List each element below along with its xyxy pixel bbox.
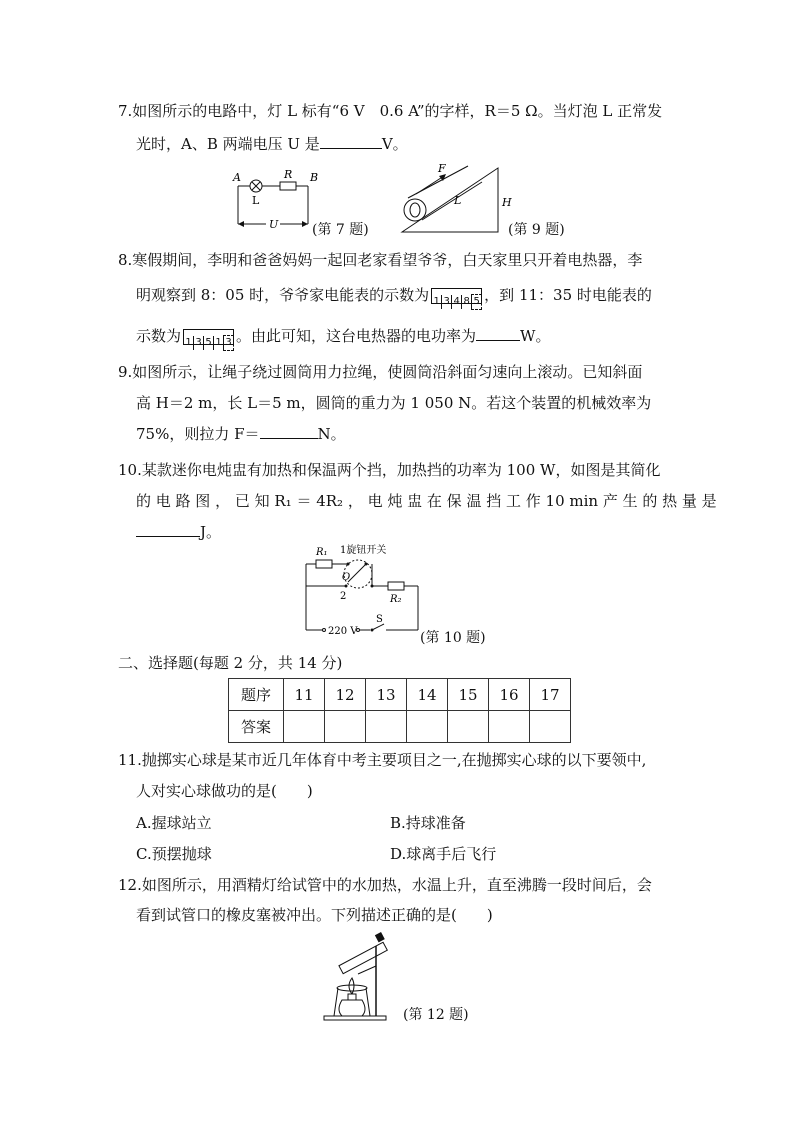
answer-table bbox=[228, 678, 571, 743]
meter1-digit: 8 bbox=[462, 295, 472, 309]
q10-figure-caption: (第 10 题) bbox=[420, 630, 486, 646]
q7-label-b: B bbox=[310, 171, 319, 184]
q11-option-a[interactable]: A.握球站立 bbox=[136, 814, 212, 832]
meter1-digit: 3 bbox=[442, 295, 452, 309]
answer-cell[interactable] bbox=[366, 711, 407, 743]
q9-line2: 高 H＝2 m，长 L＝5 m，圆筒的重力为 1 050 N。若这个装置的机械效率为 bbox=[136, 394, 652, 412]
question-number: 16 bbox=[489, 679, 530, 711]
q8-line2 bbox=[136, 285, 652, 305]
q9-incline-diagram bbox=[398, 160, 512, 240]
answer-cell[interactable] bbox=[284, 711, 325, 743]
q10-label-voltage: 220 V bbox=[328, 626, 358, 637]
section2-title: 二、选择题(每题 2 分，共 14 分) bbox=[118, 654, 343, 672]
question-number: 14 bbox=[407, 679, 448, 711]
meter2-decimal-digit: 3 bbox=[223, 335, 234, 351]
q9-line3 bbox=[136, 424, 346, 444]
answer-cell[interactable] bbox=[530, 711, 571, 743]
question-number: 12 bbox=[325, 679, 366, 711]
meter2-digit: 1 bbox=[184, 336, 194, 350]
q10-answer-blank[interactable] bbox=[136, 522, 200, 537]
q9-answer-blank[interactable] bbox=[260, 424, 318, 439]
q11-option-d[interactable]: D.球离手后飞行 bbox=[390, 845, 497, 863]
q8-line3 bbox=[136, 326, 550, 346]
q8-unit: W。 bbox=[520, 327, 551, 345]
question-number: 13 bbox=[366, 679, 407, 711]
q11-line2: 人对实心球做功的是( ) bbox=[136, 782, 313, 800]
q10-line2: 的 电 路 图 ， 已 知 R₁ ＝ 4R₂ ， 电 炖 盅 在 保 温 挡 工 作 10 min 产 生 的 热 量 是 bbox=[136, 492, 717, 510]
answer-table-answer-row bbox=[229, 711, 571, 743]
q7-line1: 7.如图所示的电路中，灯 L 标有“6 V 0.6 A”的字样，R＝5 Ω。当灯泡 L 正常发 bbox=[118, 102, 663, 120]
q9-label-l: L bbox=[454, 194, 462, 207]
q9-line3-text: 75%，则拉力 F＝ bbox=[136, 425, 260, 443]
q10-label-r2: R₂ bbox=[390, 594, 402, 605]
q10-line1: 10.某款迷你电炖盅有加热和保温两个挡，加热挡的功率为 100 W，如图是其简化 bbox=[118, 461, 661, 479]
q7-circuit-diagram bbox=[230, 166, 320, 236]
question-number: 11 bbox=[284, 679, 325, 711]
q7-figure-caption: (第 7 题) bbox=[312, 222, 369, 238]
q9-figure-caption: (第 9 题) bbox=[508, 222, 565, 238]
q10-label-s: S bbox=[376, 614, 383, 625]
q9-label-h: H bbox=[502, 196, 512, 209]
q9-line1: 9.如图所示，让绳子绕过圆筒用力拉绳，使圆筒沿斜面匀速向上滚动。已知斜面 bbox=[118, 363, 643, 381]
q9-label-f: F bbox=[438, 162, 446, 175]
q12-line1: 12.如图所示，用酒精灯给试管中的水加热，水温上升，直至沸腾一段时间后，会 bbox=[118, 876, 652, 894]
meter1-digit: 4 bbox=[452, 295, 462, 309]
question-number: 15 bbox=[448, 679, 489, 711]
q8-line2-text: 明观察到 8：05 时，爷爷家电能表的示数为 bbox=[136, 286, 430, 304]
q10-label-switch: 1旋钮开关 bbox=[340, 545, 387, 556]
answer-cell[interactable] bbox=[325, 711, 366, 743]
q12-line2: 看到试管口的橡皮塞被冲出。下列描述正确的是( ) bbox=[136, 906, 493, 924]
q11-line1: 11.抛掷实心球是某市近几年体育中考主要项目之一,在抛掷实心球的以下要领中, bbox=[118, 751, 647, 769]
q7-answer-blank[interactable] bbox=[320, 134, 382, 149]
meter1-decimal-digit: 5 bbox=[471, 294, 482, 310]
q12-apparatus-diagram bbox=[322, 940, 392, 1024]
answer-table-header-row bbox=[229, 679, 571, 711]
table-answer-label: 答案 bbox=[229, 711, 284, 743]
q10-circuit-diagram bbox=[300, 542, 425, 642]
meter1-digit: 1 bbox=[432, 295, 442, 309]
q10-label-2: 2 bbox=[340, 591, 347, 602]
q12-figure-caption: (第 12 题) bbox=[403, 1007, 469, 1023]
q8-line3-mid: 。由此可知，这台电热器的电功率为 bbox=[236, 327, 477, 345]
q7-label-a: A bbox=[233, 171, 241, 184]
q8-line1: 8.寒假期间，李明和爸爸妈妈一起回老家看望爷爷，白天家里只开着电热器，李 bbox=[118, 251, 643, 269]
answer-cell[interactable] bbox=[489, 711, 530, 743]
q10-line3 bbox=[136, 522, 221, 542]
q7-line2 bbox=[136, 134, 408, 154]
q9-unit: N。 bbox=[317, 425, 346, 443]
question-number: 17 bbox=[530, 679, 571, 711]
answer-cell[interactable] bbox=[407, 711, 448, 743]
q8-line2-tail: ，到 11：35 时电能表的 bbox=[484, 286, 652, 304]
meter-reading-2 bbox=[183, 329, 234, 348]
q7-label-l: L bbox=[252, 194, 260, 207]
q10-label-o: O bbox=[342, 572, 351, 583]
q11-option-b[interactable]: B.持球准备 bbox=[390, 814, 466, 832]
meter-reading-1 bbox=[431, 288, 482, 307]
q7-label-u: U bbox=[269, 218, 279, 231]
meter2-digit: 5 bbox=[204, 336, 214, 350]
meter2-digit: 1 bbox=[214, 336, 224, 350]
q8-answer-blank[interactable] bbox=[476, 326, 520, 341]
answer-cell[interactable] bbox=[448, 711, 489, 743]
q7-unit: V。 bbox=[381, 135, 408, 153]
q7-line2-text: 光时，A、B 两端电压 U 是 bbox=[136, 135, 320, 153]
table-header-label: 题序 bbox=[229, 679, 284, 711]
q7-label-r: R bbox=[284, 168, 293, 181]
q11-option-c[interactable]: C.预摆抛球 bbox=[136, 845, 212, 863]
q10-label-r1: R₁ bbox=[316, 547, 328, 558]
meter2-digit: 3 bbox=[194, 336, 204, 350]
q8-line3-text: 示数为 bbox=[136, 327, 182, 345]
q10-unit: J。 bbox=[200, 523, 222, 541]
